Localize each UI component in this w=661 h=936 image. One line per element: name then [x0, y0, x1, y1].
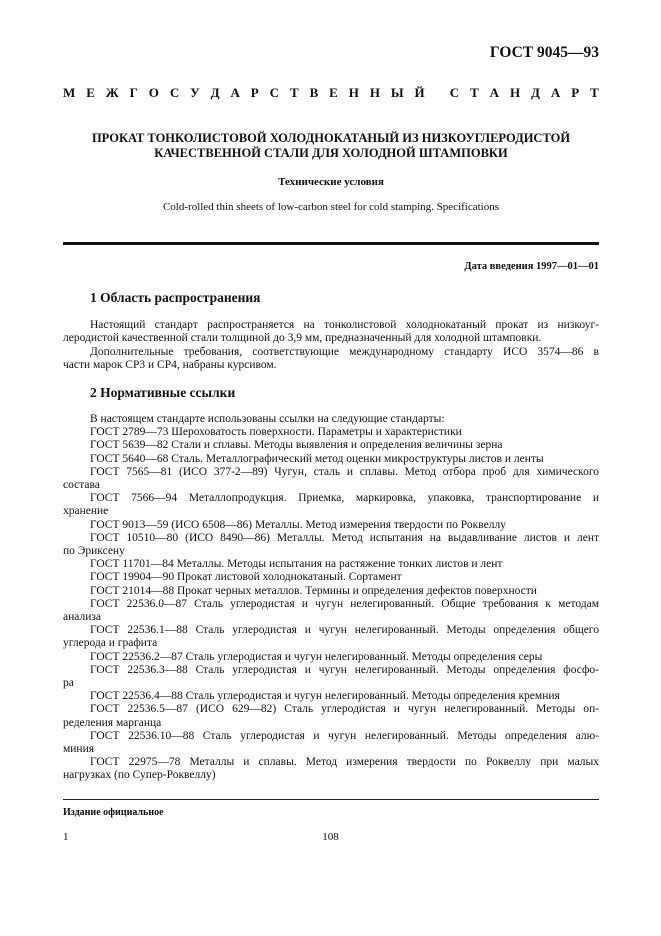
reference-line: ГОСТ 22536.0—87 Сталь углеродистая и чугун нелегированный. Общие требования к методам	[90, 597, 599, 610]
official-edition-label: Издание официальное	[63, 807, 164, 818]
text-line: леродистой качественной стали толщиной до 3,9 мм, предназначенный для холодной штамповки.	[63, 332, 542, 345]
reference-line: ГОСТ 19904—90 Прокат листовой холоднокатаный. Сортамент	[90, 571, 402, 584]
text-line: Дополнительные требования, соответствующие международному стандарту ИСО 3574—86 в	[90, 345, 599, 358]
page-number-center: 108	[322, 831, 339, 843]
title-line-1: ПРОКАТ ТОНКОЛИСТОВОЙ ХОЛОДНОКАТАНЫЙ ИЗ НИЗКОУГЛЕРОДИСТОЙ	[91, 131, 571, 145]
reference-line: ГОСТ 22536.3—88 Сталь углеродистая и чугун нелегированный. Методы определения фосфо-	[90, 663, 599, 676]
reference-line: ГОСТ 22536.1—88 Сталь углеродистая и чугун нелегированный. Методы определения общего	[90, 624, 599, 637]
introduction-date: Дата введения 1997—01—01	[464, 261, 599, 272]
reference-line: ГОСТ 22536.5—87 (ИСО 629—82) Сталь углеродистая и чугун нелегированный. Методы оп-	[90, 703, 599, 716]
section-2-heading: 2 Нормативные ссылки	[90, 385, 236, 400]
banner-letter: В	[309, 85, 319, 100]
banner-letter: С	[449, 85, 460, 100]
text-line: части марок СР3 и СР4, набраны курсивом.	[63, 358, 277, 371]
reference-line: ГОСТ 7566—94 Металлопродукция. Приемка, маркировка, упаковка, транспортирование и	[90, 492, 599, 505]
reference-line: хранение	[63, 505, 109, 518]
banner-letter: Р	[250, 85, 259, 100]
banner-letter	[436, 85, 439, 101]
section-1-heading: 1 Область распространения	[90, 290, 261, 305]
banner-letter: О	[148, 85, 159, 100]
document-subtitle: Технические условия	[278, 176, 384, 188]
banner-letter: Ы	[390, 85, 404, 100]
reference-line: ределения марганца	[63, 716, 162, 729]
banner-letter: Т	[289, 85, 299, 100]
title-line-2: КАЧЕСТВЕННОЙ СТАЛИ ДЛЯ ХОЛОДНОЙ ШТАМПОВКИ	[154, 146, 508, 160]
reference-line: ГОСТ 22536.10—88 Сталь углеродистая и чугун нелегированный. Методы определения алю-	[90, 729, 599, 742]
normative-references-list	[63, 413, 599, 783]
page-number-left: 1	[63, 831, 69, 843]
reference-line: ГОСТ 22975—78 Металлы и сплавы. Метод измерения твердости по Роквеллу при малых	[90, 756, 599, 769]
banner-letter: С	[269, 85, 280, 100]
reference-line: ГОСТ 9013—59 (ИСО 6508—86) Металлы. Метод измерения твердости по Роквеллу	[90, 518, 506, 531]
banner-letter: С	[169, 85, 180, 100]
document-title	[63, 131, 599, 161]
english-title: Cold-rolled thin sheets of low-carbon steel for cold stamping. Specifications	[162, 201, 500, 213]
banner-letter: Г	[129, 85, 138, 100]
reference-line: ГОСТ 7565—81 (ИСО 377-2—89) Чугун, сталь и сплавы. Метод отбора проб для химического	[90, 465, 599, 478]
banner-letter: Й	[414, 85, 425, 100]
banner-letter: У	[190, 85, 200, 100]
reference-line: ГОСТ 2789—73 Шероховатость поверхности. Параметры и характеристики	[90, 426, 462, 439]
reference-line: углерода и графита	[63, 637, 158, 650]
reference-line: ГОСТ 5639—82 Стали и сплавы. Методы выявления и определения величины зерна	[90, 439, 503, 452]
document-code: ГОСТ 9045—93	[489, 44, 599, 61]
banner-letter: Д	[210, 85, 220, 100]
banner-letter: А	[230, 85, 240, 100]
banner-letter: Ж	[105, 85, 119, 100]
reference-line: по Эриксену	[63, 545, 125, 558]
header-rule	[63, 242, 599, 245]
banner-letter: Е	[329, 85, 338, 100]
banner-letter: А	[489, 85, 500, 100]
banner-letter: Д	[531, 85, 540, 100]
reference-line: ра	[63, 677, 74, 690]
banner-letter: Н	[369, 85, 380, 100]
footer-rule	[63, 799, 599, 800]
reference-line: состава	[63, 479, 100, 492]
reference-line: ГОСТ 21014—88 Прокат черных металлов. Термины и определения дефектов поверхности	[90, 584, 537, 597]
banner-letter: А	[550, 85, 561, 100]
reference-line: ГОСТ 10510—80 (ИСО 8490—86) Металлы. Метод испытания на выдавливание листов и лент	[90, 531, 599, 544]
reference-line: анализа	[63, 611, 102, 624]
text-line: Настоящий стандарт распространяется на тонколистовой холоднокатаный прокат из низкоуг-	[90, 319, 599, 331]
section-1-paragraph-1	[63, 319, 599, 345]
banner-letter: Н	[348, 85, 359, 100]
reference-line: В настоящем стандарте использованы ссылки на следующие стандарты:	[90, 413, 445, 425]
reference-line: ГОСТ 22536.4—88 Сталь углеродистая и чугун нелегированный. Методы определения кремния	[90, 690, 560, 703]
reference-line: нагрузках (по Супер-Роквеллу)	[63, 769, 216, 782]
reference-line: ГОСТ 5640—68 Сталь. Металлографический метод оценки микроструктуры листов и ленты	[90, 452, 544, 465]
section-1-paragraph-2	[63, 346, 599, 372]
interstate-standard-banner	[63, 85, 599, 101]
banner-letter: Н	[509, 85, 521, 100]
banner-letter: Е	[86, 85, 95, 100]
banner-letter: Р	[571, 85, 580, 100]
banner-letter: Т	[590, 85, 599, 100]
banner-letter: Т	[470, 85, 479, 100]
reference-line: ГОСТ 11701—84 Металлы. Методы испытания на растяжение тонких листов и лент	[90, 558, 503, 571]
reference-line: миния	[63, 743, 95, 756]
banner-letter: М	[63, 85, 76, 100]
reference-line: ГОСТ 22536.2—87 Сталь углеродистая и чугун нелегированный. Методы определения серы	[90, 650, 543, 663]
